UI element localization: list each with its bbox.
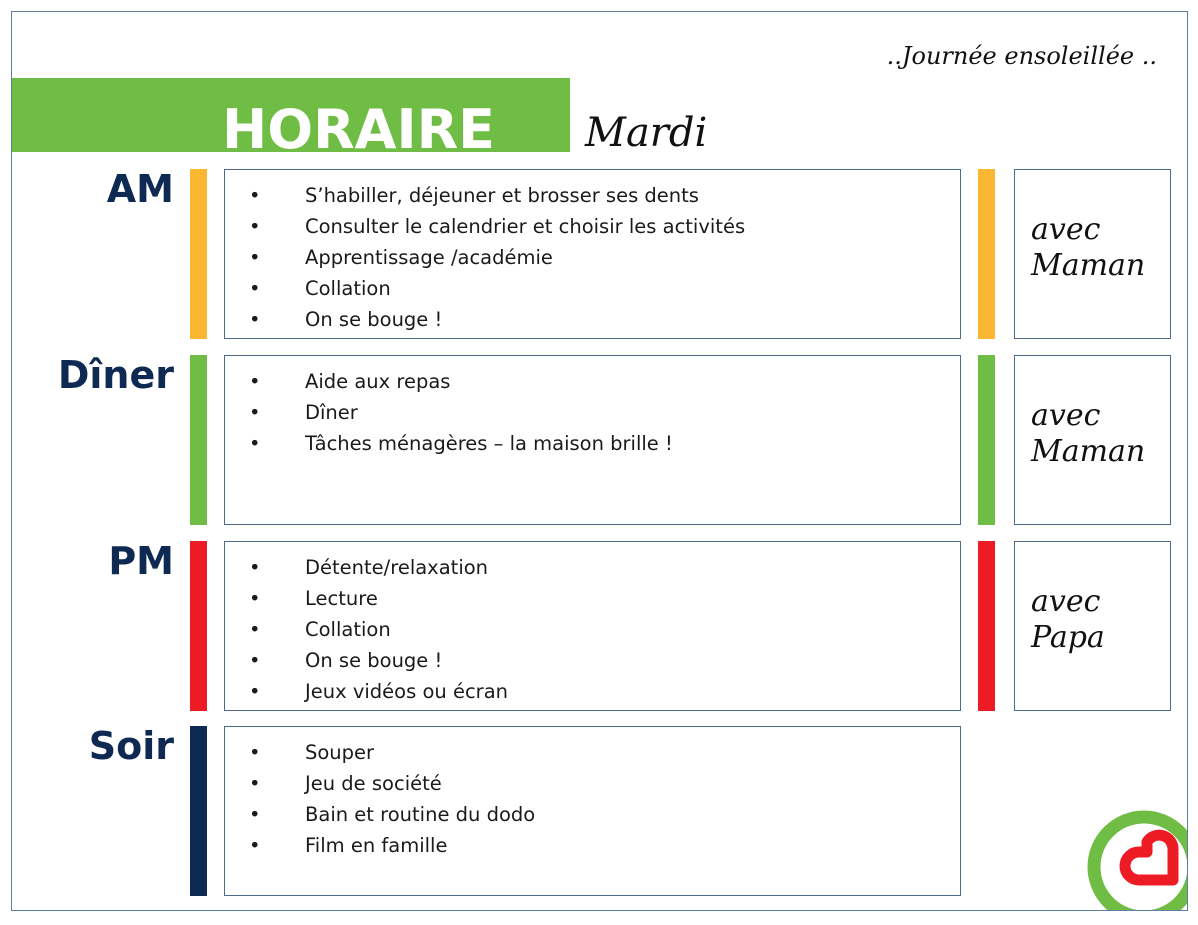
supervisor-box <box>1014 541 1171 711</box>
activity-item: • On se bouge ! <box>225 304 960 335</box>
activity-item: • Aide aux repas <box>225 366 960 397</box>
period-color-bar <box>190 726 207 896</box>
activity-item: • On se bouge ! <box>225 645 960 676</box>
with-label: avec <box>1031 584 1101 619</box>
period-label: Soir <box>88 724 174 768</box>
supervisor-name: Maman <box>1031 248 1146 283</box>
activity-item: • Bain et routine du dodo <box>225 799 960 830</box>
activities-box <box>224 541 961 711</box>
activity-item: • Souper <box>225 737 960 768</box>
tagline: ..Journée ensoleillée .. <box>886 42 1157 70</box>
side-color-bar <box>978 169 995 339</box>
activity-item: • Collation <box>225 614 960 645</box>
activity-item: • S’habiller, déjeuner et brosser ses dents <box>225 180 960 211</box>
supervisor-name: Papa <box>1031 620 1105 655</box>
side-color-bar <box>978 355 995 525</box>
activity-item: • Film en famille <box>225 830 960 861</box>
period-color-bar <box>190 355 207 525</box>
activity-item: • Consulter le calendrier et choisir les activités <box>225 211 960 242</box>
day-label: Mardi <box>585 110 708 156</box>
schedule-row <box>12 355 1187 525</box>
activity-item: • Détente/relaxation <box>225 552 960 583</box>
period-color-bar <box>190 541 207 711</box>
with-label: avec <box>1031 212 1101 247</box>
schedule-row <box>12 169 1187 339</box>
supervisor-box <box>1014 355 1171 525</box>
side-color-bar <box>978 541 995 711</box>
supervisor-box <box>1014 169 1171 339</box>
period-color-bar <box>190 169 207 339</box>
schedule-row <box>12 726 1187 896</box>
period-label: Dîner <box>57 353 174 397</box>
activities-box <box>224 726 961 896</box>
activity-item: • Jeux vidéos ou écran <box>225 676 960 707</box>
heart-logo-icon <box>1083 806 1188 911</box>
with-label: avec <box>1031 398 1101 433</box>
page-title: HORAIRE <box>222 98 496 152</box>
period-label: AM <box>106 167 174 211</box>
activity-item: • Apprentissage /académie <box>225 242 960 273</box>
activity-item: • Lecture <box>225 583 960 614</box>
schedule-page <box>11 11 1188 911</box>
title-banner <box>12 78 570 152</box>
schedule-row <box>12 541 1187 711</box>
supervisor-name: Maman <box>1031 434 1146 469</box>
activities-box <box>224 355 961 525</box>
activity-item: • Jeu de société <box>225 768 960 799</box>
activity-item: • Dîner <box>225 397 960 428</box>
period-label: PM <box>108 539 174 583</box>
activity-item: • Collation <box>225 273 960 304</box>
activity-item: • Tâches ménagères – la maison brille ! <box>225 428 960 459</box>
activities-box <box>224 169 961 339</box>
